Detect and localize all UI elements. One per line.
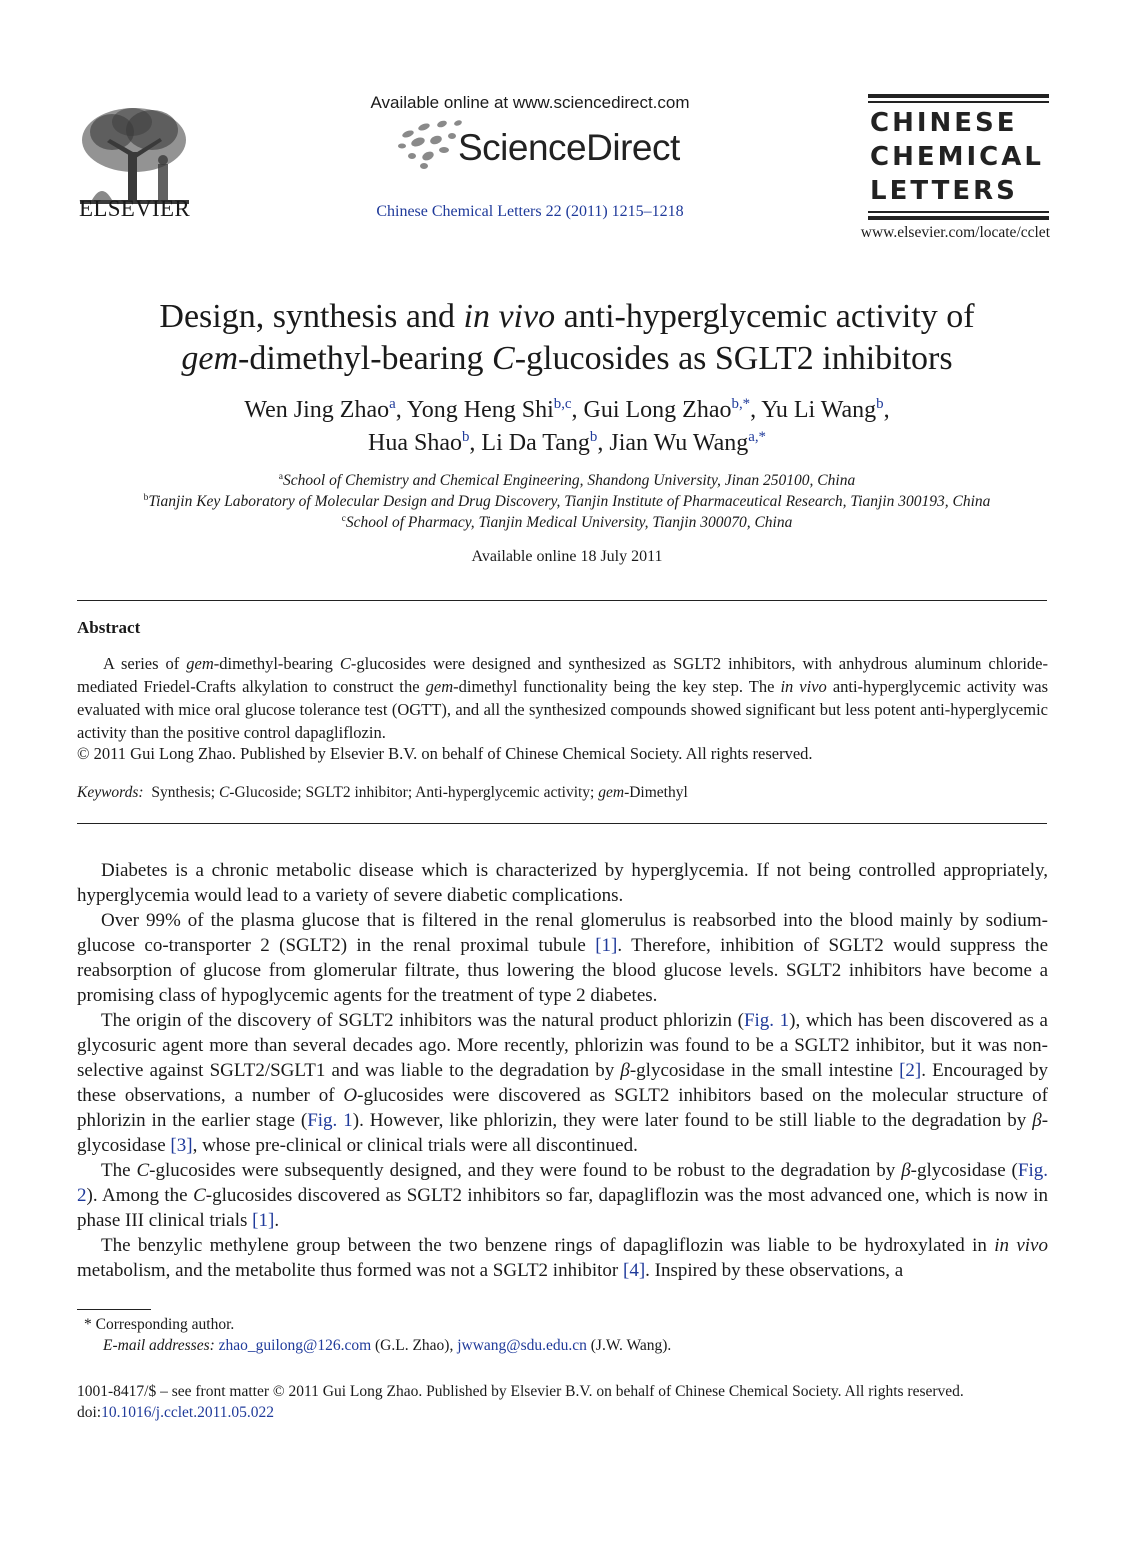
available-date: Available online 18 July 2011	[471, 548, 663, 565]
author-name: Li Da Tang	[481, 430, 590, 456]
journal-logo-rule	[868, 211, 1049, 213]
article-body	[77, 858, 1048, 1283]
footnote-divider	[77, 1309, 151, 1310]
email-link[interactable]: zhao_guilong@126.com	[218, 1337, 372, 1354]
journal-logo-line-1: CHINESE	[870, 108, 1018, 138]
copyright-line: © 2011 Gui Long Zhao. Published by Elsevier B.V. on behalf of Chinese Chemical Society. All rights reserved.	[77, 744, 813, 763]
doi-line: doi:10.1016/j.cclet.2011.05.022	[77, 1404, 275, 1421]
reference-link[interactable]: [4]	[623, 1260, 646, 1281]
paragraph: The origin of the discovery of SGLT2 inhibitors was the natural product phlorizin (Fig. 1), which has been discovered as a glycosuric agent more than several decades ago. More recently, phlorizin was found to be a SGLT2 inhibitor, but it was non-selective against SGLT2/SGLT1 and was liable to the degradation by β-glycosidase in the small intestine [2]. Encouraged by these observations, a number of O-glucosides were discovered as SGLT2 inhibitors based on the molecular structure of phlorizin in the earlier stage (Fig. 1). However, like phlorizin, they were later found to be still liable to the degradation by β-glycosidase [3], whose pre-clinical or clinical trials were all discontinued.	[77, 1010, 1049, 1156]
email-link[interactable]: jwwang@sdu.edu.cn	[457, 1337, 587, 1354]
author-list: Wen Jing Zhao$^a$, Yong Heng Shi$^{b,c}$, Gui Long Zhao$^{b,*}$, Yu Li Wang$^b$, Hua Shao$^b$, Li Da Tang$^b$, Jian Wu Wang$^{a,*}$	[244, 396, 890, 456]
journal-logo-rule	[868, 216, 1049, 220]
paragraph: The C-glucosides were subsequently designed, and they were found to be robust to the degradation by β-glycosidase (Fig. 2). Among the C-glucosides discovered as SGLT2 inhibitors so far, dapagliflozin was the most advanced one, which is now in phase III clinical trials [1].	[77, 1160, 1048, 1231]
author-affil-link[interactable]: a	[389, 396, 396, 412]
paragraph: The benzylic methylene group between the two benzene rings of dapagliflozin was liable to be hydroxylated in in vivo metabolism, and the metabolite thus formed was not a SGLT2 inhibitor [4]. Inspired by these observations, a	[77, 1235, 1048, 1281]
affiliation-item: $^c$School of Pharmacy, Tianjin Medical University, Tianjin 300070, China	[341, 512, 793, 531]
author-name: Yu Li Wang	[761, 397, 877, 423]
affiliation-item: $^b$Tianjin Key Laboratory of Molecular Design and Drug Discovery, Tianjin Institute of Pharmaceutical Research, Tianjin 300193, China	[143, 491, 991, 510]
author-name: Yong Heng Shi	[406, 397, 554, 423]
author-affil-link[interactable]: b,c	[553, 396, 572, 412]
reference-link[interactable]: [2]	[899, 1060, 922, 1081]
author-name: Hua Shao	[367, 430, 462, 456]
author-affil-link[interactable]: b	[876, 396, 884, 412]
paragraph: Over 99% of the plasma glucose that is filtered in the renal glomerulus is reabsorbed into the blood mainly by sodium-glucose co-transporter 2 (SGLT2) in the renal proximal tubule [1]. Therefore, inhibition of SGLT2 would suppress the reabsorption of glucose from glomerular filtrate, thus lowering the blood glucose levels. SGLT2 inhibitors have become a promising class of hypoglycemic agents for the treatment of type 2 diabetes.	[77, 910, 1048, 1006]
author-name: Gui Long Zhao	[583, 397, 732, 423]
section-divider	[77, 600, 1047, 601]
reference-link[interactable]: [1]	[595, 935, 618, 956]
corresponding-author-note: * Corresponding author.	[84, 1316, 235, 1333]
article-title: Design, synthesis and in vivo anti-hyperglycemic activity of gem-dimethyl-bearing C-glucosides as SGLT2 inhibitors	[159, 298, 975, 377]
journal-logo-line-2: CHEMICAL	[870, 142, 1044, 172]
paragraph: Diabetes is a chronic metabolic disease which is characterized by hyperglycemia. If not being controlled appropriately, hyperglycemia would lead to a variety of severe diabetic complications.	[77, 860, 1048, 906]
section-divider	[77, 823, 1047, 824]
journal-logo-line-3: LETTERS	[870, 176, 1018, 206]
affiliation-list	[40, 470, 1094, 533]
email-addresses: E-mail addresses: zhao_guilong@126.com (G.L. Zhao), jwwang@sdu.edu.cn (J.W. Wang).	[103, 1337, 672, 1354]
abstract-heading: Abstract	[77, 618, 141, 637]
author-affil-link[interactable]: a,*	[748, 429, 766, 445]
keywords-line: Keywords: Synthesis; C-Glucoside; SGLT2 inhibitor; Anti-hyperglycemic activity; gem-Dimethyl	[77, 784, 688, 801]
figure-link[interactable]: Fig. 1	[743, 1010, 790, 1031]
elsevier-wordmark: ELSEVIER	[79, 196, 190, 221]
available-online-line: Available online at www.sciencedirect.com	[370, 93, 690, 112]
journal-logo-rule	[868, 101, 1049, 103]
figure-link[interactable]: Fig. 1	[307, 1110, 353, 1131]
issn-line: 1001-8417/$ – see front matter © 2011 Gui Long Zhao. Published by Elsevier B.V. on behalf of Chinese Chemical Society. All rights reserved.	[77, 1383, 964, 1400]
author-name: Wen Jing Zhao	[244, 397, 390, 423]
doi-link[interactable]: 10.1016/j.cclet.2011.05.022	[101, 1404, 275, 1421]
reference-link[interactable]: [3]	[170, 1135, 193, 1156]
journal-reference-link[interactable]: Chinese Chemical Letters 22 (2011) 1215–1218	[376, 203, 684, 220]
abstract-body: A series of gem-dimethyl-bearing C-glucosides were designed and synthesized as SGLT2 inhibitors, with anhydrous aluminum chloride-mediated Friedel-Crafts alkylation to construct the gem-dimethyl functionality being the key step. The in vivo anti-hyperglycemic activity was evaluated with mice oral glucose tolerance test (OGTT), and all the synthesized compounds showed significant but less potent anti-hyperglycemic activity than the positive control dapagliflozin.	[77, 654, 1048, 742]
journal-logo-rule	[868, 94, 1049, 98]
author-affil-link[interactable]: b	[461, 429, 470, 445]
author-affil-link[interactable]: b,*	[731, 396, 751, 412]
journal-url: www.elsevier.com/locate/cclet	[860, 224, 1050, 241]
sciencedirect-wordmark: ScienceDirect	[458, 127, 680, 168]
reference-link[interactable]: [1]	[252, 1210, 275, 1231]
figure-link[interactable]: Fig. 2	[77, 1160, 1048, 1206]
author-affil-link[interactable]: b	[589, 429, 598, 445]
author-name: Jian Wu Wang	[609, 430, 749, 456]
affiliation-item: $^a$School of Chemistry and Chemical Engineering, Shandong University, Jinan 250100, China	[278, 470, 856, 489]
